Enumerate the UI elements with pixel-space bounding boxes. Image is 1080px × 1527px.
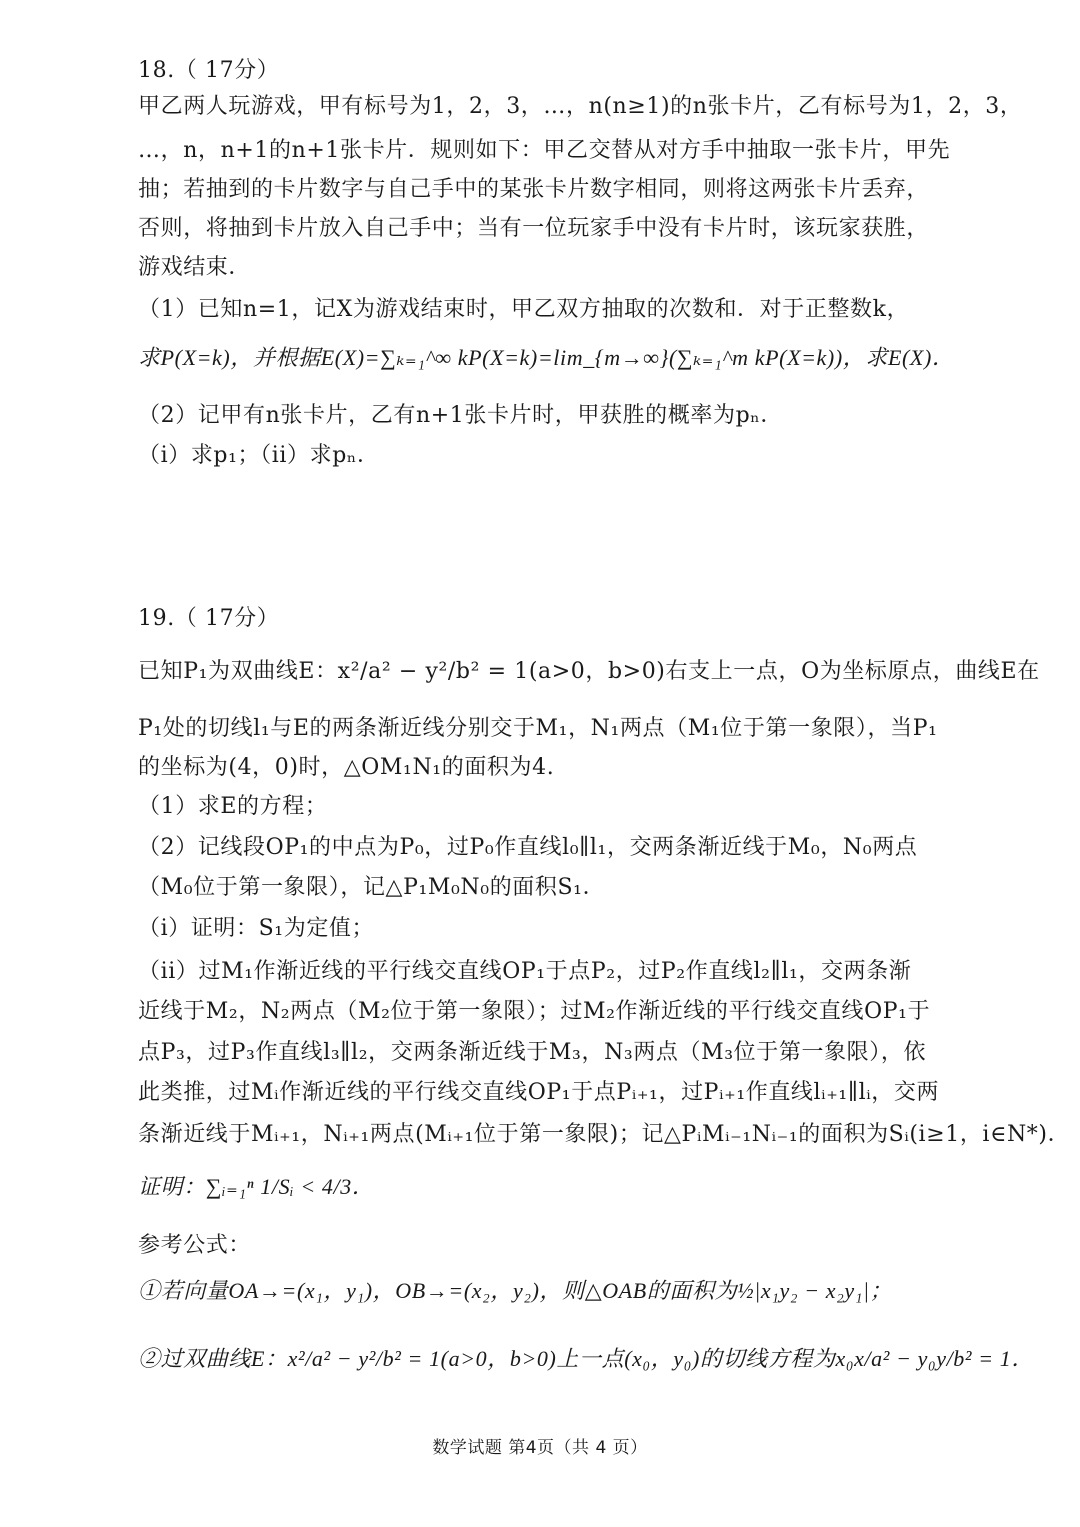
q19-formula-2: ②过双曲线E：x²/a² − y²/b² = 1(a>0，b>0)上一点(x₀，y₀)的切线方程为x₀x/a² − y₀y/b² = 1． bbox=[138, 1346, 1034, 1371]
q18-header: 18.（ 17分） bbox=[138, 58, 280, 83]
q18-line-4: 否则，将抽到卡片放入自己手中；当有一位玩家手中没有卡片时，该玩家获胜， bbox=[138, 216, 930, 241]
q19-part1: （1）求E的方程； bbox=[138, 794, 328, 819]
q18-line-1: 甲乙两人玩游戏，甲有标号为1，2，3，…，n(n≥1)的n张卡片，乙有标号为1，2，3， bbox=[138, 94, 1023, 119]
q18-part2-sub: （i）求p₁；（ii）求pₙ． bbox=[138, 443, 380, 468]
q19-part2-ii-line1: （ii）过M₁作渐近线的平行线交直线OP₁于点P₂，过P₂作直线l₂∥l₁，交两条渐 bbox=[138, 959, 912, 984]
q19-prove: 证明：∑ᵢ₌₁ⁿ 1/Sᵢ < 4/3． bbox=[138, 1174, 375, 1199]
q18-line-3: 抽；若抽到的卡片数字与自己手中的某张卡片数字相同，则将这两张卡片丢弃， bbox=[138, 177, 930, 202]
q19-part2-ii-line5: 条渐近线于Mᵢ₊₁，Nᵢ₊₁两点(Mᵢ₊₁位于第一象限)；记△PᵢMᵢ₋₁Nᵢ₋₁的面积为Sᵢ(i≥1，i∈N*)． bbox=[138, 1122, 1071, 1147]
q19-part2-i: （i）证明：S₁为定值； bbox=[138, 916, 375, 941]
q19-line-3: 的坐标为(4，0)时，△OM₁N₁的面积为4. bbox=[138, 755, 555, 780]
q18-line-5: 游戏结束． bbox=[138, 255, 252, 280]
q19-line-2: P₁处的切线l₁与E的两条渐近线分别交于M₁，N₁两点（M₁位于第一象限），当P₁ bbox=[138, 716, 938, 741]
q19-header: 19.（ 17分） bbox=[138, 606, 280, 631]
q19-part2-line2: （M₀位于第一象限），记△P₁M₀N₀的面积S₁． bbox=[138, 875, 606, 900]
q18-part2: （2）记甲有n张卡片，乙有n+1张卡片时，甲获胜的概率为pₙ． bbox=[138, 403, 783, 428]
q19-part2-ii-line3: 点P₃，过P₃作直线l₃∥l₂，交两条渐近线于M₃，N₃两点（M₃位于第一象限），依 bbox=[138, 1040, 927, 1065]
q19-part2-ii-line4: 此类推，过Mᵢ作渐近线的平行线交直线OP₁于点Pᵢ₊₁，过Pᵢ₊₁作直线lᵢ₊₁∥lᵢ，交两 bbox=[138, 1080, 940, 1105]
page-footer: 数学试题 第4页（共 4 页） bbox=[432, 1438, 648, 1458]
q19-part2-line1: （2）记线段OP₁的中点为P₀，过P₀作直线l₀∥l₁，交两条渐近线于M₀，N₀两点 bbox=[138, 835, 918, 860]
q18-part1-line2: 求P(X=k)，并根据E(X)=∑ₖ₌₁^∞ kP(X=k)=lim_{m→∞}(∑ₖ₌₁^m kP(X=k))，求E(X)． bbox=[138, 345, 955, 370]
q18-line-2: …，n，n+1的n+1张卡片．规则如下：甲乙交替从对方手中抽取一张卡片，甲先 bbox=[138, 138, 951, 163]
q19-reference-title: 参考公式： bbox=[138, 1233, 252, 1258]
q19-line-1: 已知P₁为双曲线E：x²/a² − y²/b² = 1(a>0，b>0)右支上一点，O为坐标原点，曲线E在 bbox=[138, 659, 1040, 684]
q19-part2-ii-line2: 近线于M₂，N₂两点（M₂位于第一象限）；过M₂作渐近线的平行线交直线OP₁于 bbox=[138, 999, 931, 1024]
q18-part1-line1: （1）已知n=1，记X为游戏结束时，甲乙双方抽取的次数和．对于正整数k， bbox=[138, 297, 910, 322]
q19-formula-1: ①若向量OA→=(x₁，y₁)，OB→=(x₂，y₂)，则△OAB的面积为½|x₁y₂ − x₂y₁|； bbox=[138, 1278, 893, 1303]
